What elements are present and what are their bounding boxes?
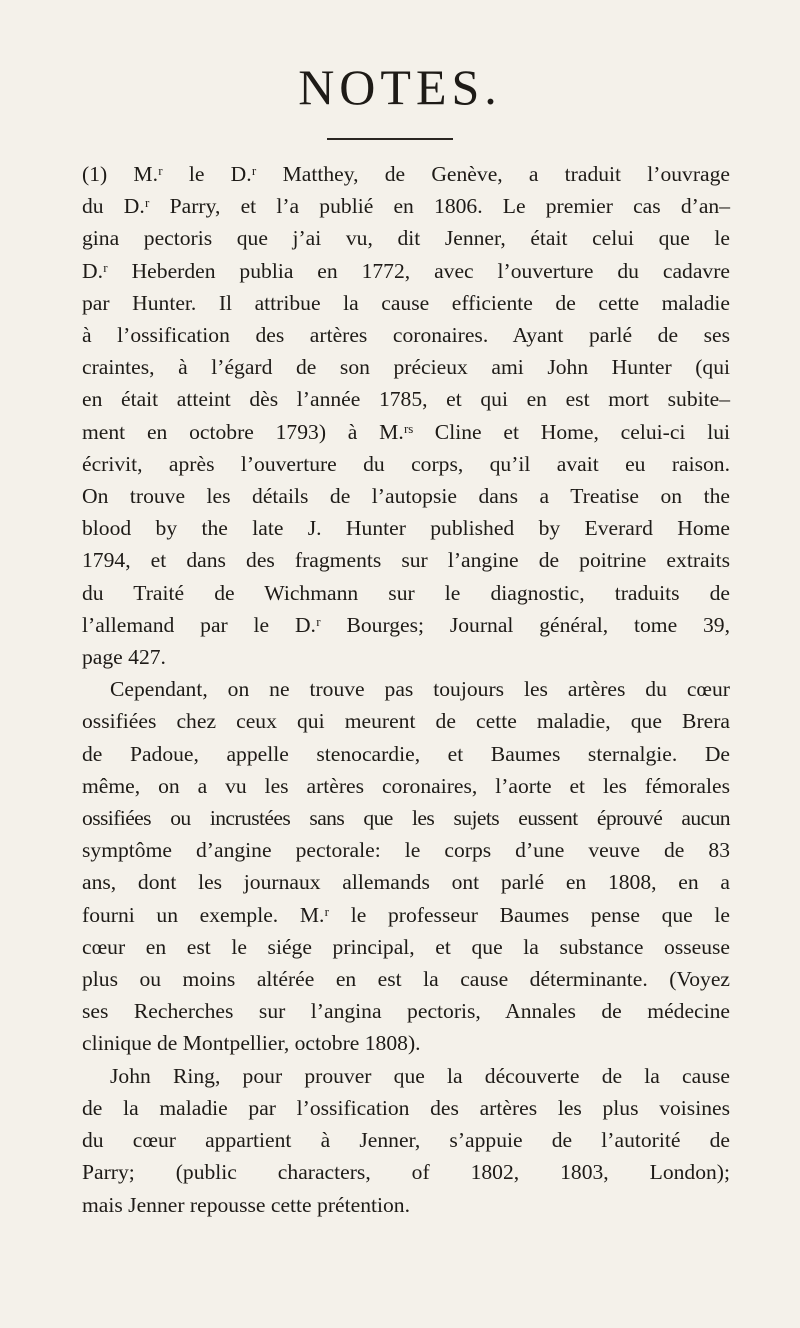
text-line: cœur en est le siége principal, et que la substance osseuse [82, 934, 730, 959]
text-line: John Ring, pour prouver que la découverte de la cause [110, 1063, 730, 1088]
text-line: ossifiées chez ceux qui meurent de cette maladie, que Brera [82, 709, 730, 734]
text-line: craintes, à l’égard de son précieux ami John Hunter (qui [82, 355, 730, 380]
text-line: 1794, et dans des fragments sur l’angine de poitrine extraits [82, 548, 730, 573]
text-line: du cœur appartient à Jenner, s’appuie de l’autorité de [82, 1128, 730, 1153]
text-line: par Hunter. Il attribue la cause efficiente de cette maladie [82, 290, 730, 315]
text-line: écrivit, après l’ouverture du corps, qu’il avait eu raison. [82, 451, 730, 476]
text-line: Cependant, on ne trouve pas toujours les artères du cœur [110, 677, 730, 702]
text-line: de la maladie par l’ossification des artères les plus voisines [82, 1095, 730, 1120]
text-line: blood by the late J. Hunter published by Everard Home [82, 516, 730, 541]
text-line: (1) M.ʳ le D.ʳ Matthey, de Genève, a traduit l’ouvrage [82, 162, 730, 186]
text-line: D.ʳ Heberden publia en 1772, avec l’ouverture du cadavre [82, 258, 730, 283]
text-line: ses Recherches sur l’angina pectoris, Annales de médecine [82, 999, 730, 1024]
text-line: clinique de Montpellier, octobre 1808). [82, 1031, 421, 1056]
title-rule [327, 138, 453, 140]
text-line: fourni un exemple. M.ʳ le professeur Baumes pense que le [82, 902, 730, 927]
paragraph-cependant [82, 673, 730, 1059]
text-line: mais Jenner repousse cette prétention. [82, 1192, 410, 1217]
text-line: ans, dont les journaux allemands ont parlé en 1808, en a [82, 870, 730, 895]
text-line: plus ou moins altérée en est la cause déterminante. (Voyez [82, 967, 730, 992]
text-line: gina pectoris que j’ai vu, dit Jenner, était celui que le [82, 226, 730, 251]
text-line: Parry; (public characters, of 1802, 1803, London); [82, 1160, 730, 1185]
paragraph-note-1 [82, 158, 730, 673]
text-line: On trouve les détails de l’autopsie dans a Treatise on the [82, 484, 730, 509]
text-line: ossifiées ou incrustées sans que les sujets eussent éprouvé aucun [82, 806, 730, 831]
text-line: l’allemand par le D.ʳ Bourges; Journal général, tome 39, [82, 612, 730, 637]
text-line: à l’ossification des artères coronaires. Ayant parlé de ses [82, 323, 730, 348]
text-line: en était atteint dès l’année 1785, et qui en est mort subite– [82, 387, 730, 412]
text-line: page 427. [82, 645, 166, 670]
text-line: ment en octobre 1793) à M.ʳˢ Cline et Home, celui-ci lui [82, 419, 730, 444]
text-line: du Traité de Wichmann sur le diagnostic, traduits de [82, 580, 730, 605]
page-title: NOTES. [298, 59, 502, 115]
text-line: du D.ʳ Parry, et l’a publié en 1806. Le premier cas d’an– [82, 194, 730, 219]
text-line: symptôme d’angine pectorale: le corps d’une veuve de 83 [82, 838, 730, 863]
notes-body [82, 158, 730, 1221]
text-line: même, on a vu les artères coronaires, l’aorte et les fémorales [82, 773, 730, 798]
paragraph-john-ring [82, 1060, 730, 1221]
text-line: de Padoue, appelle stenocardie, et Baumes sternalgie. De [82, 741, 730, 766]
